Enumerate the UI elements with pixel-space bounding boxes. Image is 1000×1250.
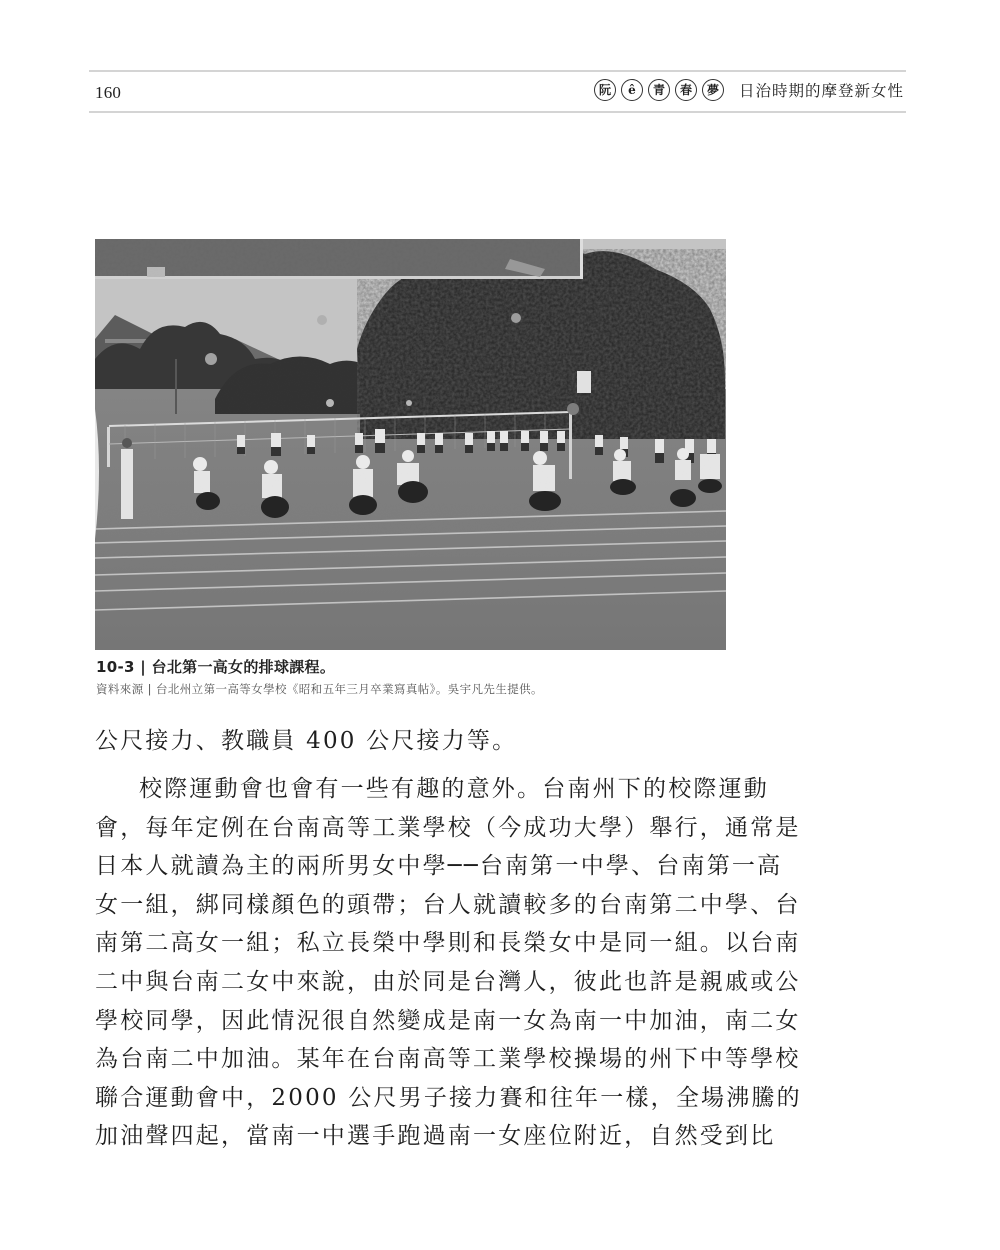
- text-line: 日本人就讀為主的兩所男女中學──台南第一中學、台南第一高: [95, 853, 783, 880]
- header-top-rule: [89, 70, 906, 72]
- body-paragraph: [95, 770, 802, 1156]
- text-line: 女一組，綁同樣顏色的頭帶；台人就讀較多的台南第二中學、台: [95, 891, 801, 918]
- text-line: 會，每年定例在台南高等工業學校（今成功大學）舉行，通常是: [95, 814, 801, 841]
- figure-photo: [95, 239, 726, 650]
- page-number: 160: [95, 83, 122, 102]
- title-seal-1: 阮: [594, 79, 616, 101]
- title-seal-5: 夢: [702, 79, 724, 101]
- title-seal-4: 春: [675, 79, 697, 101]
- header-bottom-rule: [89, 111, 906, 113]
- text-line: 學校同學，因此情況很自然變成是南一女為南一中加油，南二女: [95, 1007, 801, 1034]
- title-seal-2: ê: [621, 79, 643, 101]
- figure-caption-title: 10-3 | 台北第一高女的排球課程。: [96, 658, 336, 676]
- text-line: 聯合運動會中，2000 公尺男子接力賽和往年一樣，全場沸騰的: [95, 1084, 802, 1111]
- text-line: 二中與台南二女中來說，由於同是台灣人，彼此也許是親戚或公: [95, 968, 801, 995]
- text-line: 加油聲四起，當南一中選手跑過南一女座位附近，自然受到比: [95, 1123, 776, 1150]
- figure-caption-source: 資料來源 | 台北州立第一高等女學校《昭和五年三月卒業寫真帖》。吳宇凡先生提供。: [96, 682, 543, 696]
- text-line: 為台南二中加油。某年在台南高等工業學校操場的州下中等學校: [95, 1046, 801, 1073]
- text-line: 校際運動會也會有一些有趣的意外。台南州下的校際運動: [139, 776, 769, 802]
- body-continuation: [95, 722, 735, 761]
- book-subtitle: 日治時期的摩登新女性: [738, 82, 904, 100]
- text-line: 南第二高女一組；私立長榮中學則和長榮女中是同一組。以台南: [95, 930, 801, 957]
- volleyball-class-photo: [95, 239, 726, 650]
- text-line: 公尺接力、教職員 400 公尺接力等。: [95, 728, 518, 754]
- running-head: [594, 79, 904, 101]
- title-seal-3: 青: [648, 79, 670, 101]
